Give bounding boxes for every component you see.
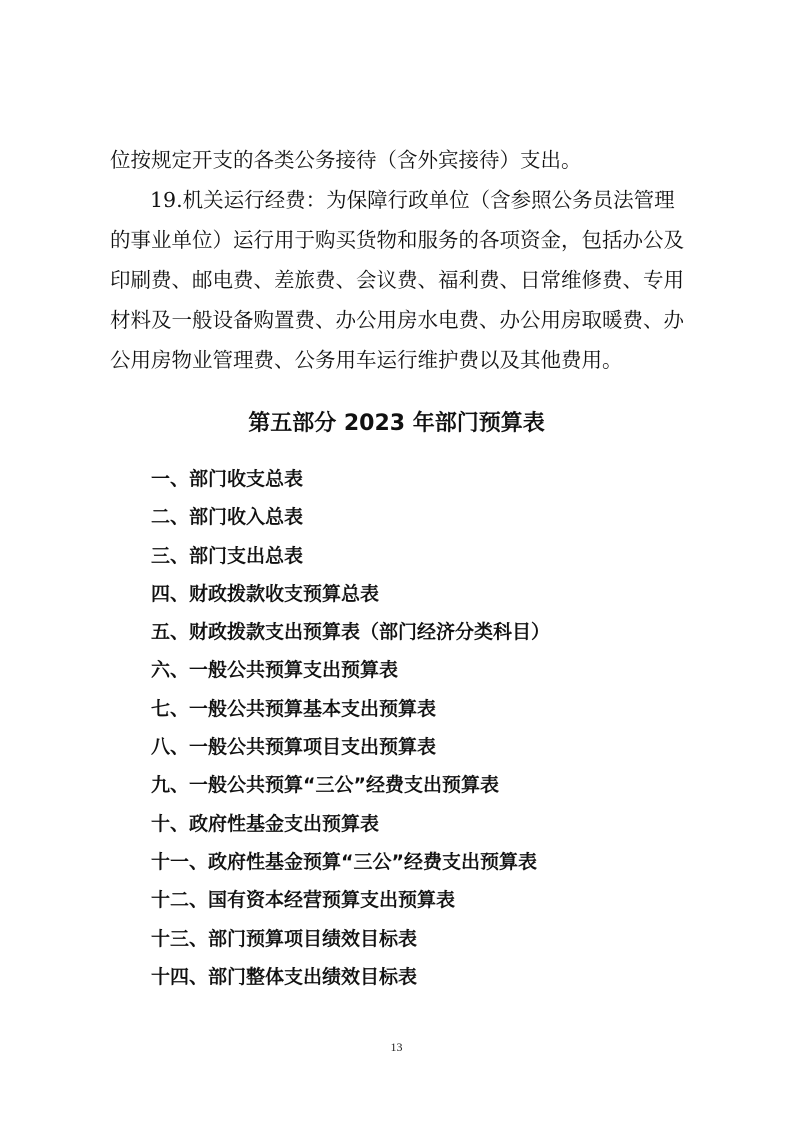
paragraph-line: 材料及一般设备购置费、办公用房水电费、办公用房取暖费、办	[110, 308, 684, 332]
toc-item: 四、财政拨款收支预算总表	[151, 582, 380, 605]
toc-item: 三、部门支出总表	[151, 544, 304, 567]
paragraph-line: 的事业单位）运行用于购买货物和服务的各项资金，包括办公及	[110, 228, 684, 252]
toc-item: 二、部门收入总表	[151, 506, 304, 529]
paragraph-continuation	[110, 140, 690, 180]
paragraph-line: 公用房物业管理费、公务用车运行维护费以及其他费用。	[110, 348, 623, 372]
toc-item: 一、部门收支总表	[151, 468, 304, 490]
toc-item: 十一、政府性基金预算“三公”经费支出预算表	[151, 850, 537, 873]
paragraph-item-19	[110, 180, 690, 380]
paragraph-line: 印刷费、邮电费、差旅费、会议费、福利费、日常维修费、专用	[110, 268, 684, 292]
paragraph-line: 19.机关运行经费：为保障行政单位（含参照公务员法管理	[150, 188, 675, 212]
budget-table-list	[151, 460, 550, 996]
toc-item: 六、一般公共预算支出预算表	[151, 659, 399, 682]
toc-item: 十、政府性基金支出预算表	[151, 812, 380, 835]
toc-item: 十四、部门整体支出绩效目标表	[151, 965, 418, 988]
toc-item: 十二、国有资本经营预算支出预算表	[151, 889, 456, 912]
toc-item: 九、一般公共预算“三公”经费支出预算表	[151, 774, 499, 797]
paragraph-line: 位按规定开支的各类公务接待（含外宾接待）支出。	[110, 148, 582, 172]
toc-item: 五、财政拨款支出预算表（部门经济分类科目）	[151, 621, 551, 644]
toc-item: 十三、部门预算项目绩效目标表	[151, 927, 418, 950]
page-number: 13	[390, 1040, 403, 1054]
toc-item: 七、一般公共预算基本支出预算表	[151, 697, 437, 720]
toc-item: 八、一般公共预算项目支出预算表	[151, 736, 437, 759]
section-title: 第五部分 2023 年部门预算表	[248, 411, 545, 436]
